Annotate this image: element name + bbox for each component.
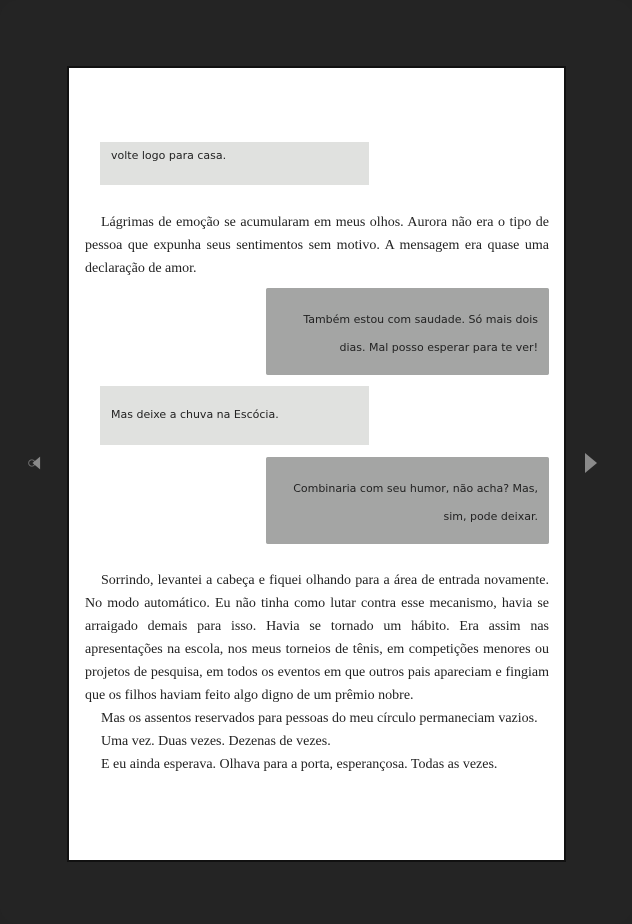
previous-page-button[interactable] [28, 452, 42, 474]
chat-message-text: Combinaria com seu humor, não acha? Mas, sim, pode deixar. [293, 482, 538, 523]
chat-message-sent [266, 288, 549, 375]
chat-message-sent [266, 457, 549, 544]
triangle-left-icon [28, 452, 42, 474]
triangle-right-icon [584, 452, 598, 474]
book-page [67, 66, 566, 862]
chat-message-text: Mas deixe a chuva na Escócia. [111, 408, 279, 421]
chat-message-text: volte logo para casa. [111, 149, 227, 162]
chat-message-text: Também estou com saudade. Só mais dois dias. Mal posso esperar para te ver! [303, 313, 538, 354]
paragraph: Lágrimas de emoção se acumularam em meus olhos. Aurora não era o tipo de pessoa que expunha seus sentimentos sem motivo. A mensagem era quase uma declaração de amor. [85, 215, 549, 276]
paragraph: E eu ainda esperava. Olhava para a porta, esperançosa. Todas as vezes. [101, 757, 498, 772]
paragraph: Sorrindo, levantei a cabeça e fiquei olhando para a área de entrada novamente. No modo automático. Eu não tinha como lutar contra esse mecanismo, havia se arraigado demais para isso. Havia se tornado um hábito. Era assim nas apresentações na escola, nos meus torneios de tênis, em competições menores ou projetos de pesquisa, em todos os eventos em que outros pais apareciam e fingiam que os filhos haviam feito algo digno de um prêmio nobre. [85, 573, 549, 703]
chat-message-received [100, 142, 369, 185]
chat-message-received [100, 386, 369, 445]
paragraph: Mas os assentos reservados para pessoas do meu círculo permaneciam vazios. [101, 711, 538, 726]
next-page-button[interactable] [584, 452, 598, 474]
paragraph: Uma vez. Duas vezes. Dezenas de vezes. [101, 734, 331, 749]
